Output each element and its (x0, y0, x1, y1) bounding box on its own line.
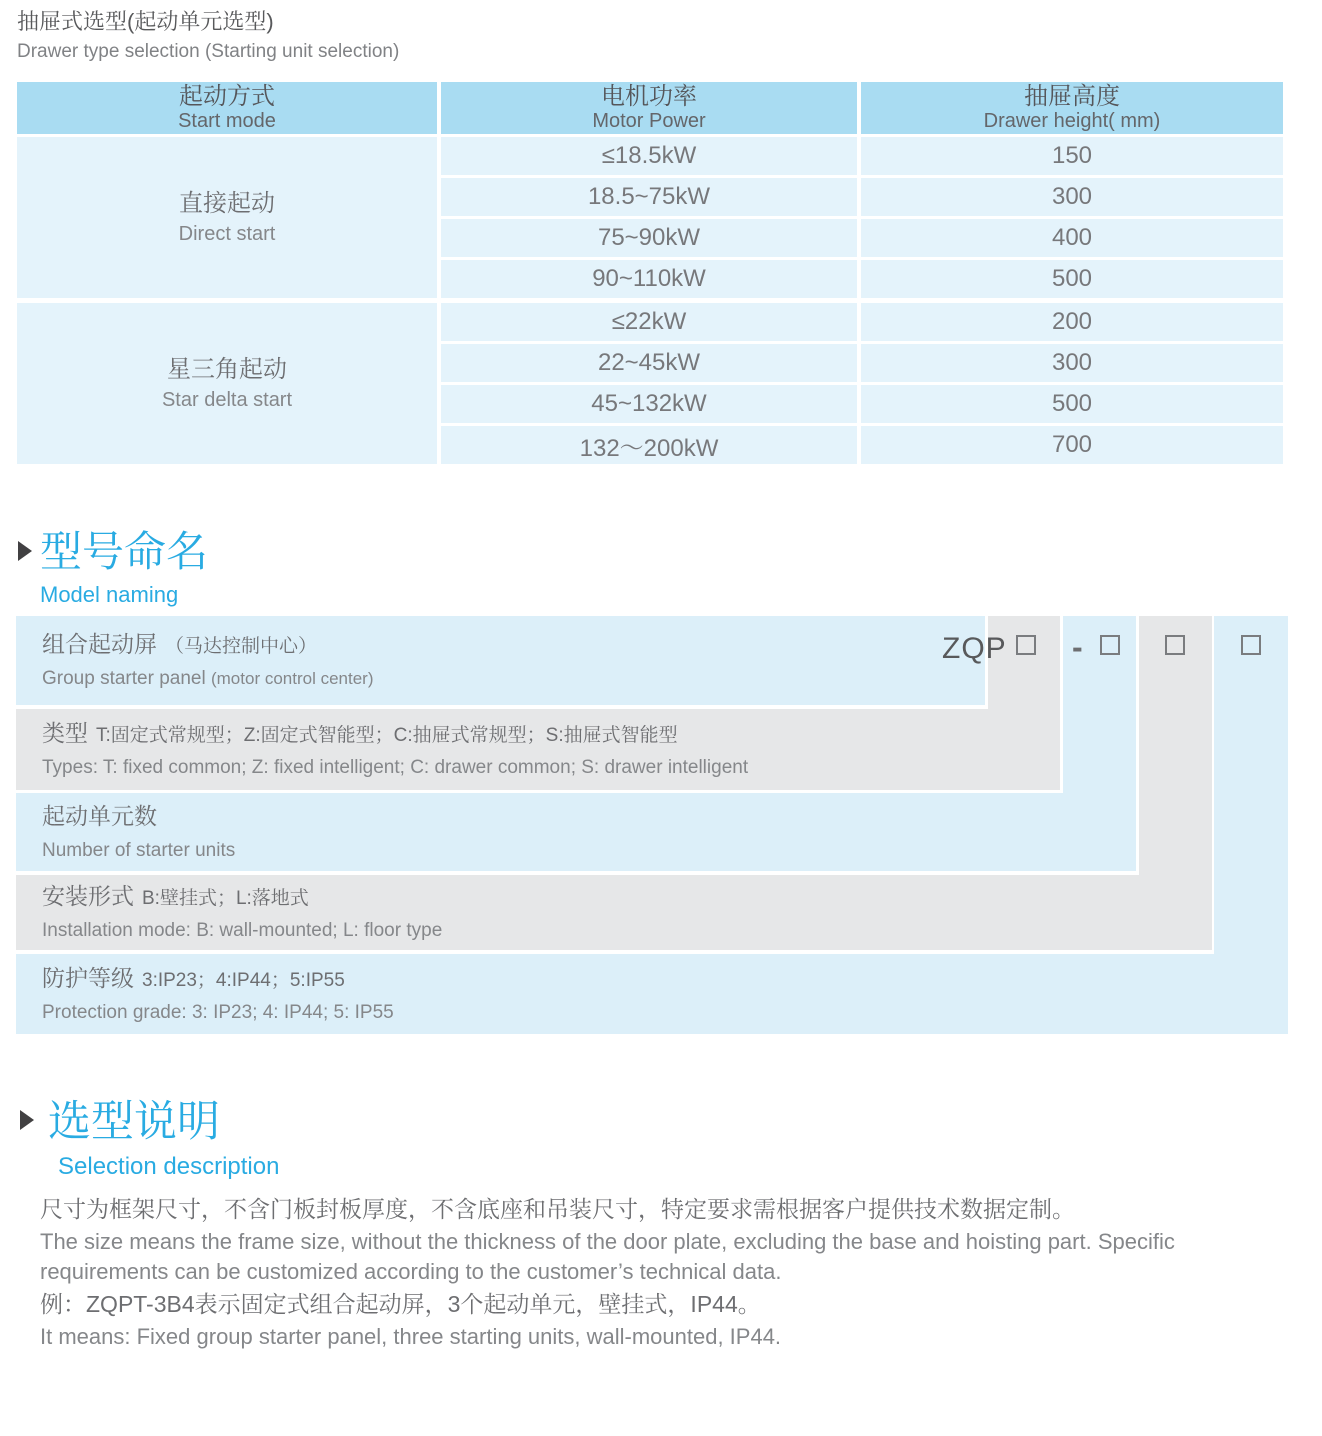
model-naming-diagram (16, 616, 1288, 1034)
header-drawer-height-en: Drawer height( mm) (983, 110, 1161, 132)
drawer-height-cell: 200 (861, 303, 1283, 341)
motor-power-cell: 45~132kW (441, 385, 857, 423)
model-naming-title-cn: 型号命名 (40, 528, 209, 575)
motor-power-cell: 22~45kW (441, 344, 857, 382)
mode-direct-cn: 直接起动 (179, 189, 275, 217)
motor-power-cell: 132～200kW (441, 426, 857, 464)
start-mode-cell-star-delta (17, 303, 437, 464)
drawer-selection-table (17, 82, 1283, 464)
model-code-box-installation (1165, 635, 1185, 655)
header-cell-drawer-height (861, 82, 1283, 134)
model-naming-title-en: Model naming (40, 582, 179, 607)
mode-star-delta-cn: 星三角起动 (167, 355, 287, 383)
mode-direct-en: Direct start (178, 222, 276, 245)
protection-detail-cn: 3:IP23；4:IP44；5:IP55 (142, 969, 345, 991)
drawer-height-cell: 700 (861, 426, 1283, 464)
installation-detail-cn: B:壁挂式；L:落地式 (142, 888, 309, 909)
description-paragraph-en-2: It means: Fixed group starter panel, three starting units, wall-mounted, IP44. (40, 1324, 782, 1349)
header-cell-motor-power (441, 82, 857, 134)
doc-header (17, 8, 399, 64)
model-code-box-type (1016, 635, 1036, 655)
drawer-height-cell: 300 (861, 178, 1283, 216)
description-paragraph-en-1: The size means the frame size, without the thickness of the door plate, excluding the base and hoisting part. Specific requirements can be customized according to the customer’s technical data. (40, 1229, 1175, 1284)
motor-power-cell: 90~110kW (441, 260, 857, 298)
table-group-star-delta (17, 303, 1283, 464)
selection-description-title-en: Selection description (58, 1153, 280, 1180)
doc-title-cn: 抽屉式选型(起动单元选型) (17, 9, 274, 34)
section-bullet-triangle-icon (18, 541, 32, 561)
section-selection-description-heading (20, 1098, 279, 1181)
selection-description-body (40, 1194, 1286, 1352)
model-code-prefix: ZQP (942, 632, 1007, 665)
header-motor-power-cn: 电机功率 (601, 83, 697, 110)
section-bullet-triangle-icon (20, 1110, 34, 1130)
description-paragraph-cn-2: 例：ZQPT-3B4表示固定式组合起动屏，3个起动单元，壁挂式，IP44。 (40, 1291, 761, 1317)
starter-units-label-en: Number of starter units (42, 839, 236, 861)
type-label-cn: 类型 (42, 720, 88, 746)
model-code-separator: - (1072, 629, 1083, 665)
drawer-height-cell: 150 (861, 137, 1283, 175)
section-model-naming-heading (18, 528, 208, 608)
installation-label-en: Installation mode: B: wall-mounted; L: floor type (42, 920, 443, 941)
header-start-mode-en: Start mode (178, 110, 276, 132)
header-motor-power-en: Motor Power (592, 110, 706, 132)
group-starter-panel-label-en: Group starter panel (42, 668, 206, 689)
group-starter-panel-detail-cn: （马达控制中心） (165, 636, 318, 657)
naming-row-group-starter-panel (16, 616, 985, 705)
model-code-box-protection (1241, 635, 1261, 655)
mode-star-delta-en: Star delta start (161, 388, 293, 411)
drawer-height-cell: 300 (861, 344, 1283, 382)
motor-power-cell: ≤22kW (441, 303, 857, 341)
type-label-en: Types: T: fixed common; Z: fixed intelligent; C: drawer common; S: drawer intelligent (42, 757, 749, 778)
doc-title-en: Drawer type selection (Starting unit selection) (17, 41, 400, 62)
table-group-direct-start (17, 137, 1283, 298)
motor-power-cell: 18.5~75kW (441, 178, 857, 216)
model-code-box-units (1100, 635, 1120, 655)
naming-row-starter-units (16, 793, 1136, 871)
protection-label-en: Protection grade: 3: IP23; 4: IP44; 5: IP55 (42, 1001, 394, 1023)
selection-description-title-cn: 选型说明 (48, 1098, 220, 1146)
motor-power-cell: ≤18.5kW (441, 137, 857, 175)
type-detail-cn: T:固定式常规型；Z:固定式智能型；C:抽屉式常规型；S:抽屉式智能型 (96, 725, 678, 746)
installation-label-cn: 安装形式 (42, 883, 134, 909)
start-mode-cell-direct (17, 137, 437, 298)
group-starter-panel-detail-en: (motor control center) (210, 669, 374, 688)
header-cell-start-mode (17, 82, 437, 134)
drawer-height-cell: 500 (861, 385, 1283, 423)
motor-power-cell: 75~90kW (441, 219, 857, 257)
table-header-row (17, 82, 1283, 134)
header-start-mode-cn: 起动方式 (179, 83, 275, 110)
drawer-height-cell: 400 (861, 219, 1283, 257)
header-drawer-height-cn: 抽屉高度 (1024, 83, 1120, 110)
starter-units-label-cn: 起动单元数 (42, 802, 157, 829)
naming-row-installation-mode (16, 875, 1212, 950)
naming-row-type (16, 709, 1060, 790)
protection-label-cn: 防护等级 (42, 964, 134, 991)
group-starter-panel-label-cn: 组合起动屏 (42, 631, 157, 657)
drawer-height-cell: 500 (861, 260, 1283, 298)
description-paragraph-cn-1: 尺寸为框架尺寸，不含门板封板厚度，不含底座和吊装尺寸，特定要求需根据客户提供技术数据定制。 (40, 1196, 1075, 1222)
naming-row-protection-grade (16, 954, 1288, 1034)
